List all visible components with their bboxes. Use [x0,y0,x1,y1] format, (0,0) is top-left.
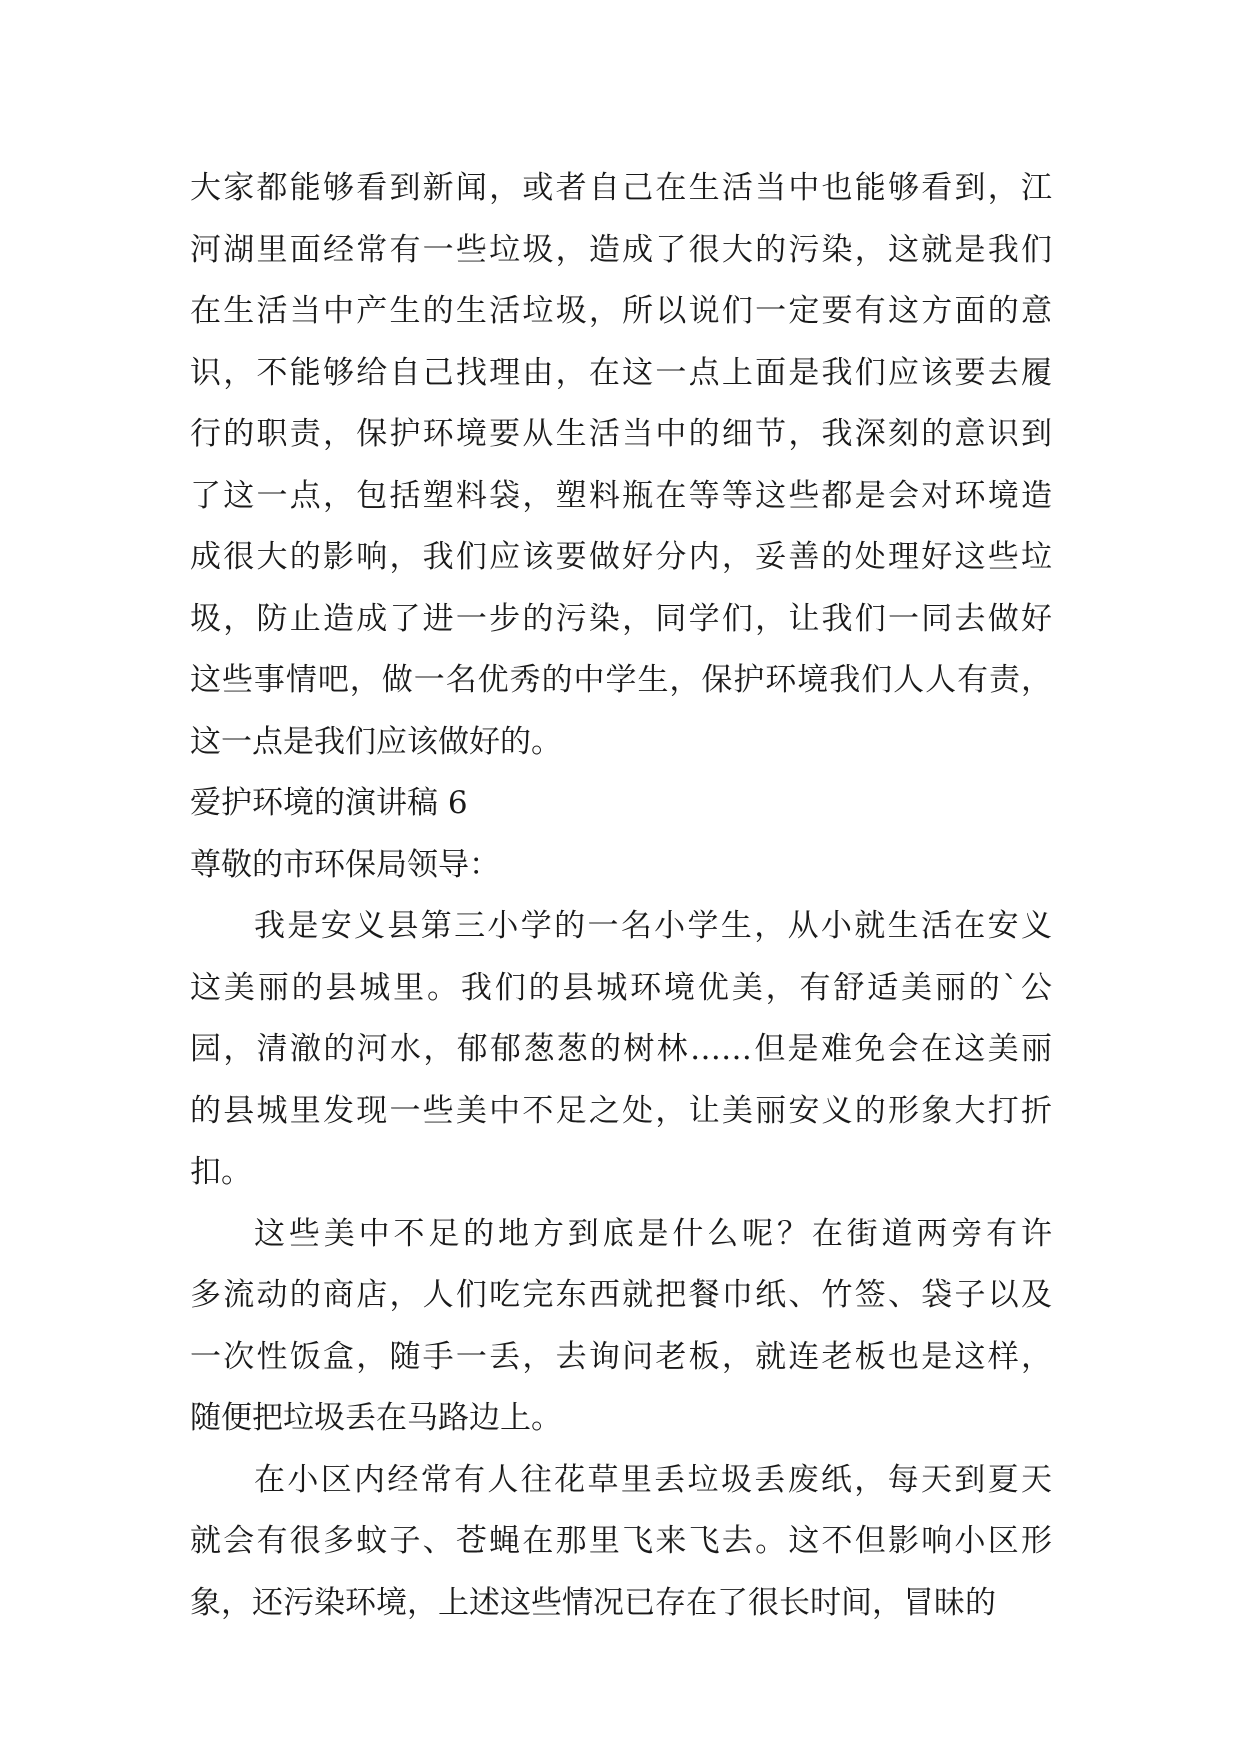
text-line: 随便把垃圾丢在马路边上。 [190,1400,562,1436]
text-line: 这些事情吧，做一名优秀的中学生，保护环境我们人人有责， [190,662,1052,698]
text-line: 这些美中不足的地方到底是什么呢？在街道两旁有许 [254,1215,1052,1252]
paragraph-p3 [190,1204,1052,1450]
text-line: 多流动的商店，人们吃完东西就把餐巾纸、竹签、袋子以及 [190,1277,1052,1313]
text-line: 爱护环境的演讲稿 6 [190,785,468,821]
text-line: 在小区内经常有人往花草里丢垃圾丢废纸，每天到夏天 [254,1461,1052,1498]
text-line: 尊敬的市环保局领导： [190,846,500,883]
text-line: 的县城里发现一些美中不足之处，让美丽安义的形象大打折 [190,1092,1052,1129]
text-line: 成很大的影响，我们应该要做好分内，妥善的处理好这些垃 [190,539,1052,575]
text-line: 象，还污染环境，上述这些情况已存在了很长时间，冒昧的 [190,1584,996,1621]
text-line: 就会有很多蚊子、苍蝇在那里飞来飞去。这不但影响小区形 [190,1523,1052,1559]
text-line: 在生活当中产生的生活垃圾，所以说们一定要有这方面的意 [190,293,1052,329]
text-line: 河湖里面经常有一些垃圾，造成了很大的污染，这就是我们 [190,231,1052,268]
text-line: 圾，防止造成了进一步的污染，同学们，让我们一同去做好 [190,600,1052,637]
paragraph-p1 [190,158,1052,773]
document-page [190,158,1052,1634]
paragraph-p2 [190,896,1052,1204]
text-line: 一次性饭盒，随手一丢，去询问老板，就连老板也是这样， [190,1338,1052,1375]
text-line: 行的职责，保护环境要从生活当中的细节，我深刻的意识到 [190,416,1052,452]
text-line: 了这一点，包括塑料袋，塑料瓶在等等这些都是会对环境造 [190,477,1052,514]
text-line: 园，清澈的河水，郁郁葱葱的树林……但是难免会在这美丽 [190,1031,1052,1067]
text-line: 识，不能够给自己找理由，在这一点上面是我们应该要去履 [190,354,1052,391]
text-line: 这一点是我们应该做好的。 [190,723,562,760]
text-line: 我是安义县第三小学的一名小学生，从小就生活在安义 [254,908,1052,944]
paragraph-p4 [190,1450,1052,1635]
paragraph-salutation [190,835,1052,897]
text-line: 扣。 [190,1154,252,1190]
paragraph-title [190,773,1052,835]
text-line: 这美丽的县城里。我们的县城环境优美，有舒适美丽的`公 [190,969,1052,1006]
text-line: 大家都能够看到新闻，或者自己在生活当中也能够看到，江 [190,170,1052,206]
